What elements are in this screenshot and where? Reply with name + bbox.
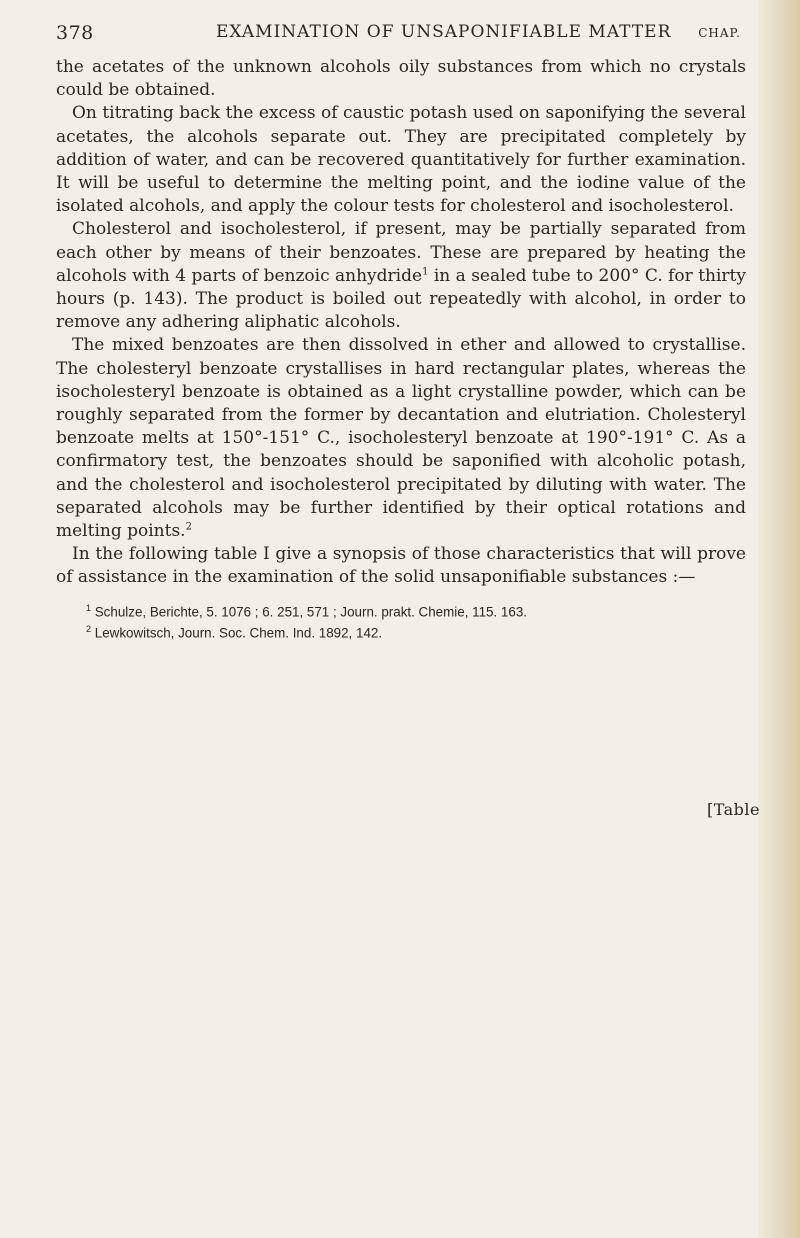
footnotes — [56, 600, 746, 642]
paragraph-1: the acetates of the unknown alcohols oily substances from which no crystals could be obtained. — [56, 57, 746, 101]
footnote-1 — [56, 600, 746, 620]
footnote-number: 2 — [86, 624, 92, 635]
catchword: [Table — [706, 800, 760, 819]
body-text — [56, 56, 746, 590]
page-edge-shadow — [758, 0, 800, 1238]
footnote-ref-2: 2 — [185, 521, 192, 533]
paragraph-2: On titrating back the excess of caustic potash used on saponifying the several acetates, the alcohols separate out. They are precipitated completely by addition of water, and can be recovered quantitatively for further examination. It will be useful to determine the melting point, and the iodine value of the isolated alcohols, and apply the colour tests for cholesterol and isocholesterol. — [56, 103, 746, 217]
running-header — [56, 18, 746, 54]
running-title: EXAMINATION OF UNSAPONIFIABLE MATTER — [216, 22, 672, 42]
paragraph-4 — [56, 334, 746, 543]
footnote-2 — [56, 621, 746, 641]
paragraph-3 — [56, 218, 746, 334]
footnote-number: 1 — [86, 602, 92, 613]
footnote-ref-1: 1 — [422, 266, 429, 278]
paragraph-4-text-a: The mixed benzoates are then dissolved in ether and allowed to crystallise. The cholesteryl benzoate crystallises in hard rectangular plates, whereas the isocholesteryl benzoate is obtained as a light crystalline powder, which can be roughly separated from the former by decantation and elutriation. Cholesteryl benzoate melts at 150°-151° C., isocholesteryl benzoate at 190°-191° C. As a confirmatory test, the benzoates should be saponified with alcoholic potash, and the cholesterol and isocholesterol precipitated by diluting with water. The separated alcohols may be further identified by their optical rotations and melting points. — [56, 335, 746, 542]
paragraph-3-text-a: Cholesterol and isocholesterol, if present, may be partially separated from each other by means of their benzoates. These are prepared by heating the alcohols with 4 parts of benzoic anhydride — [56, 219, 746, 286]
footnote-text: Lewkowitsch, Journ. Soc. Chem. Ind. 1892, 142. — [94, 625, 383, 641]
footnote-text: Schulze, Berichte, 5. 1076 ; 6. 251, 571 ; Journ. prakt. Chemie, 115. 163. — [94, 604, 527, 620]
book-page — [56, 18, 746, 643]
page-number: 378 — [56, 22, 94, 44]
chapter-label: CHAP. — [698, 26, 741, 40]
paragraph-3-text-b: in a sealed tube to 200° C. for thirty hours (p. 143). The product is boiled out repeatedly with alcohol, in order to remove any adhering aliphatic alcohols. — [56, 265, 746, 333]
paragraph-5: In the following table I give a synopsis of those characteristics that will prove of assistance in the examination of the solid unsaponifiable substances :— — [56, 544, 746, 588]
